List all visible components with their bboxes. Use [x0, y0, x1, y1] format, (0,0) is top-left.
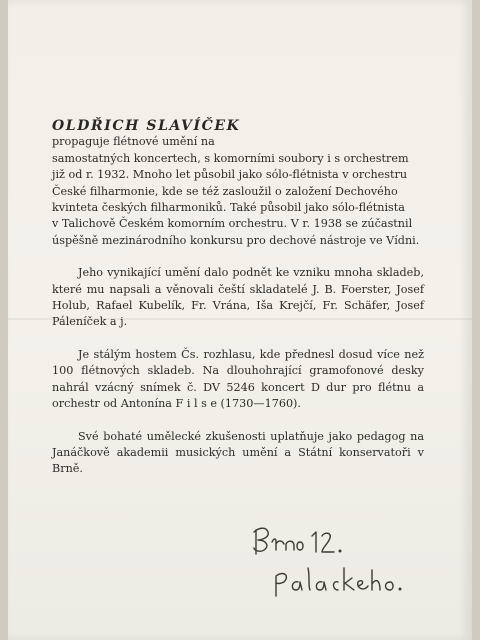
paragraph-1-line: samostatných koncertech, s komorními soubory i s orchestrem — [52, 151, 409, 165]
paragraph-1-line: již od r. 1932. Mnoho let působil jako sólo-flétnista v orchestru — [52, 168, 408, 182]
name-heading: OLDŘICH SLAVÍČEK — [52, 118, 241, 134]
paragraph-1-line: České filharmonie, kde se též zasloužil o založení Dechového — [52, 184, 398, 198]
paragraph-1-line: propaguje flétnové umění na — [52, 135, 215, 149]
paragraph-2: Jeho vynikající umění dalo podnět ke vzniku mnoha skladeb, které mu napsali a věnovali čeští skladatelé J. B. Foerster, Josef Holub, Rafael Kubelík, Fr. Vrána, Iša Krejčí, Fr. Schäfer, Josef Páleníček a j. — [52, 266, 424, 329]
paragraph-1 — [52, 118, 424, 249]
paragraph-1-line: v Talichově Českém komorním orchestru. V r. 1938 se zúčastnil — [52, 217, 413, 231]
handwritten-note — [240, 520, 440, 600]
paragraph-3: Je stálým hostem Čs. rozhlasu, kde přednesl dosud více než 100 flétnových skladeb. Na dlouhohrající gramofonové desky nahrál vzácný snímek č. DV 5246 koncert D dur pro flétnu a orchestr od Antonína F i l s e (1730—1760). — [52, 347, 424, 411]
paragraph-4: Své bohaté umělecké zkušenosti uplatňuje jako pedagog na Janáčkově akademii musických umění a Státní konservatoři v Brně. — [52, 429, 424, 476]
document-body — [52, 118, 424, 494]
paragraph-1-first-line — [52, 118, 424, 151]
paragraph-1-line: úspěšně mezinárodního konkursu pro dechové nástroje ve Vídni. — [52, 233, 420, 247]
paragraph-1-line: kvinteta českých filharmoniků. Také působil jako sólo-flétnista — [52, 201, 405, 215]
